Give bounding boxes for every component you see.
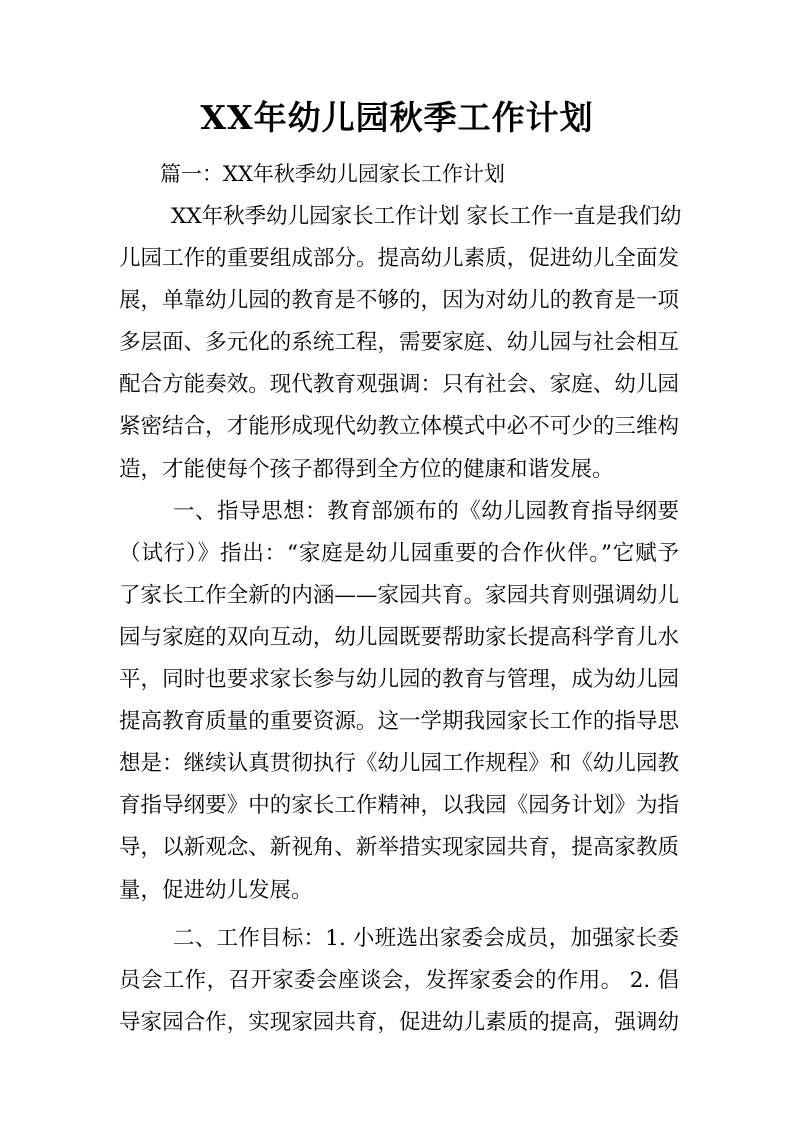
paragraph-guiding-ideology	[119, 491, 679, 912]
paragraph-line: 了家长工作全新的内涵——家园共育。家园共育则强调幼儿	[119, 582, 679, 608]
paragraph-line: （试行）》指出：“家庭是幼儿园重要的合作伙伴。”它赋予	[119, 540, 679, 566]
paragraph-line: 想是：继续认真贯彻执行《幼儿园工作规程》和《幼儿园教	[119, 751, 679, 777]
paragraph-line: 导家园合作，实现家园共育，促进幼儿素质的提高，强调幼	[119, 1009, 679, 1035]
paragraph-line: 量，促进幼儿发展。	[119, 877, 313, 903]
paragraph-line: 造，才能使每个孩子都得到全方位的健康和谐发展。	[119, 456, 614, 482]
paragraph-line: 园与家庭的双向互动，幼儿园既要帮助家长提高科学育儿水	[119, 624, 679, 650]
document-title: XX年幼儿园秋季工作计划	[200, 98, 594, 137]
paragraph-line: 提高教育质量的重要资源。这一学期我园家长工作的指导思	[119, 709, 679, 735]
paragraph-line: 配合方能奏效。现代教育观强调：只有社会、家庭、幼儿园	[119, 372, 679, 398]
paragraph-intro	[119, 196, 682, 491]
paragraph-line: 一、指导思想：教育部颁布的《幼儿园教育指导纲要	[173, 498, 679, 524]
paragraph-line: 二、工作目标：1. 小班选出家委会成员，加强家长委	[173, 925, 679, 951]
paragraph-work-goals	[119, 918, 679, 1044]
paragraph-line: 多层面、多元化的系统工程，需要家庭、幼儿园与社会相互	[119, 330, 679, 356]
paragraph-line: 员会工作，召开家委会座谈会，发挥家委会的作用。 2. 倡	[119, 967, 679, 993]
paragraph-line: 儿园工作的重要组成部分。提高幼儿素质，促进幼儿全面发	[119, 246, 679, 272]
section-heading: 篇一：XX年秋季幼儿园家长工作计划	[160, 162, 505, 186]
paragraph-line: 紧密结合，才能形成现代幼教立体模式中必不可少的三维构	[119, 414, 679, 440]
paragraph-line: 导，以新观念、新视角、新举措实现家园共育，提高家教质	[119, 835, 679, 861]
paragraph-line: 平，同时也要求家长参与幼儿园的教育与管理，成为幼儿园	[119, 667, 679, 693]
paragraph-line: 展，单靠幼儿园的教育是不够的，因为对幼儿的教育是一项	[119, 288, 679, 314]
paragraph-line: XX年秋季幼儿园家长工作计划 家长工作一直是我们幼	[171, 204, 682, 229]
paragraph-line: 育指导纲要》中的家长工作精神，以我园《园务计划》为指	[119, 793, 679, 819]
document-body	[119, 196, 682, 1044]
